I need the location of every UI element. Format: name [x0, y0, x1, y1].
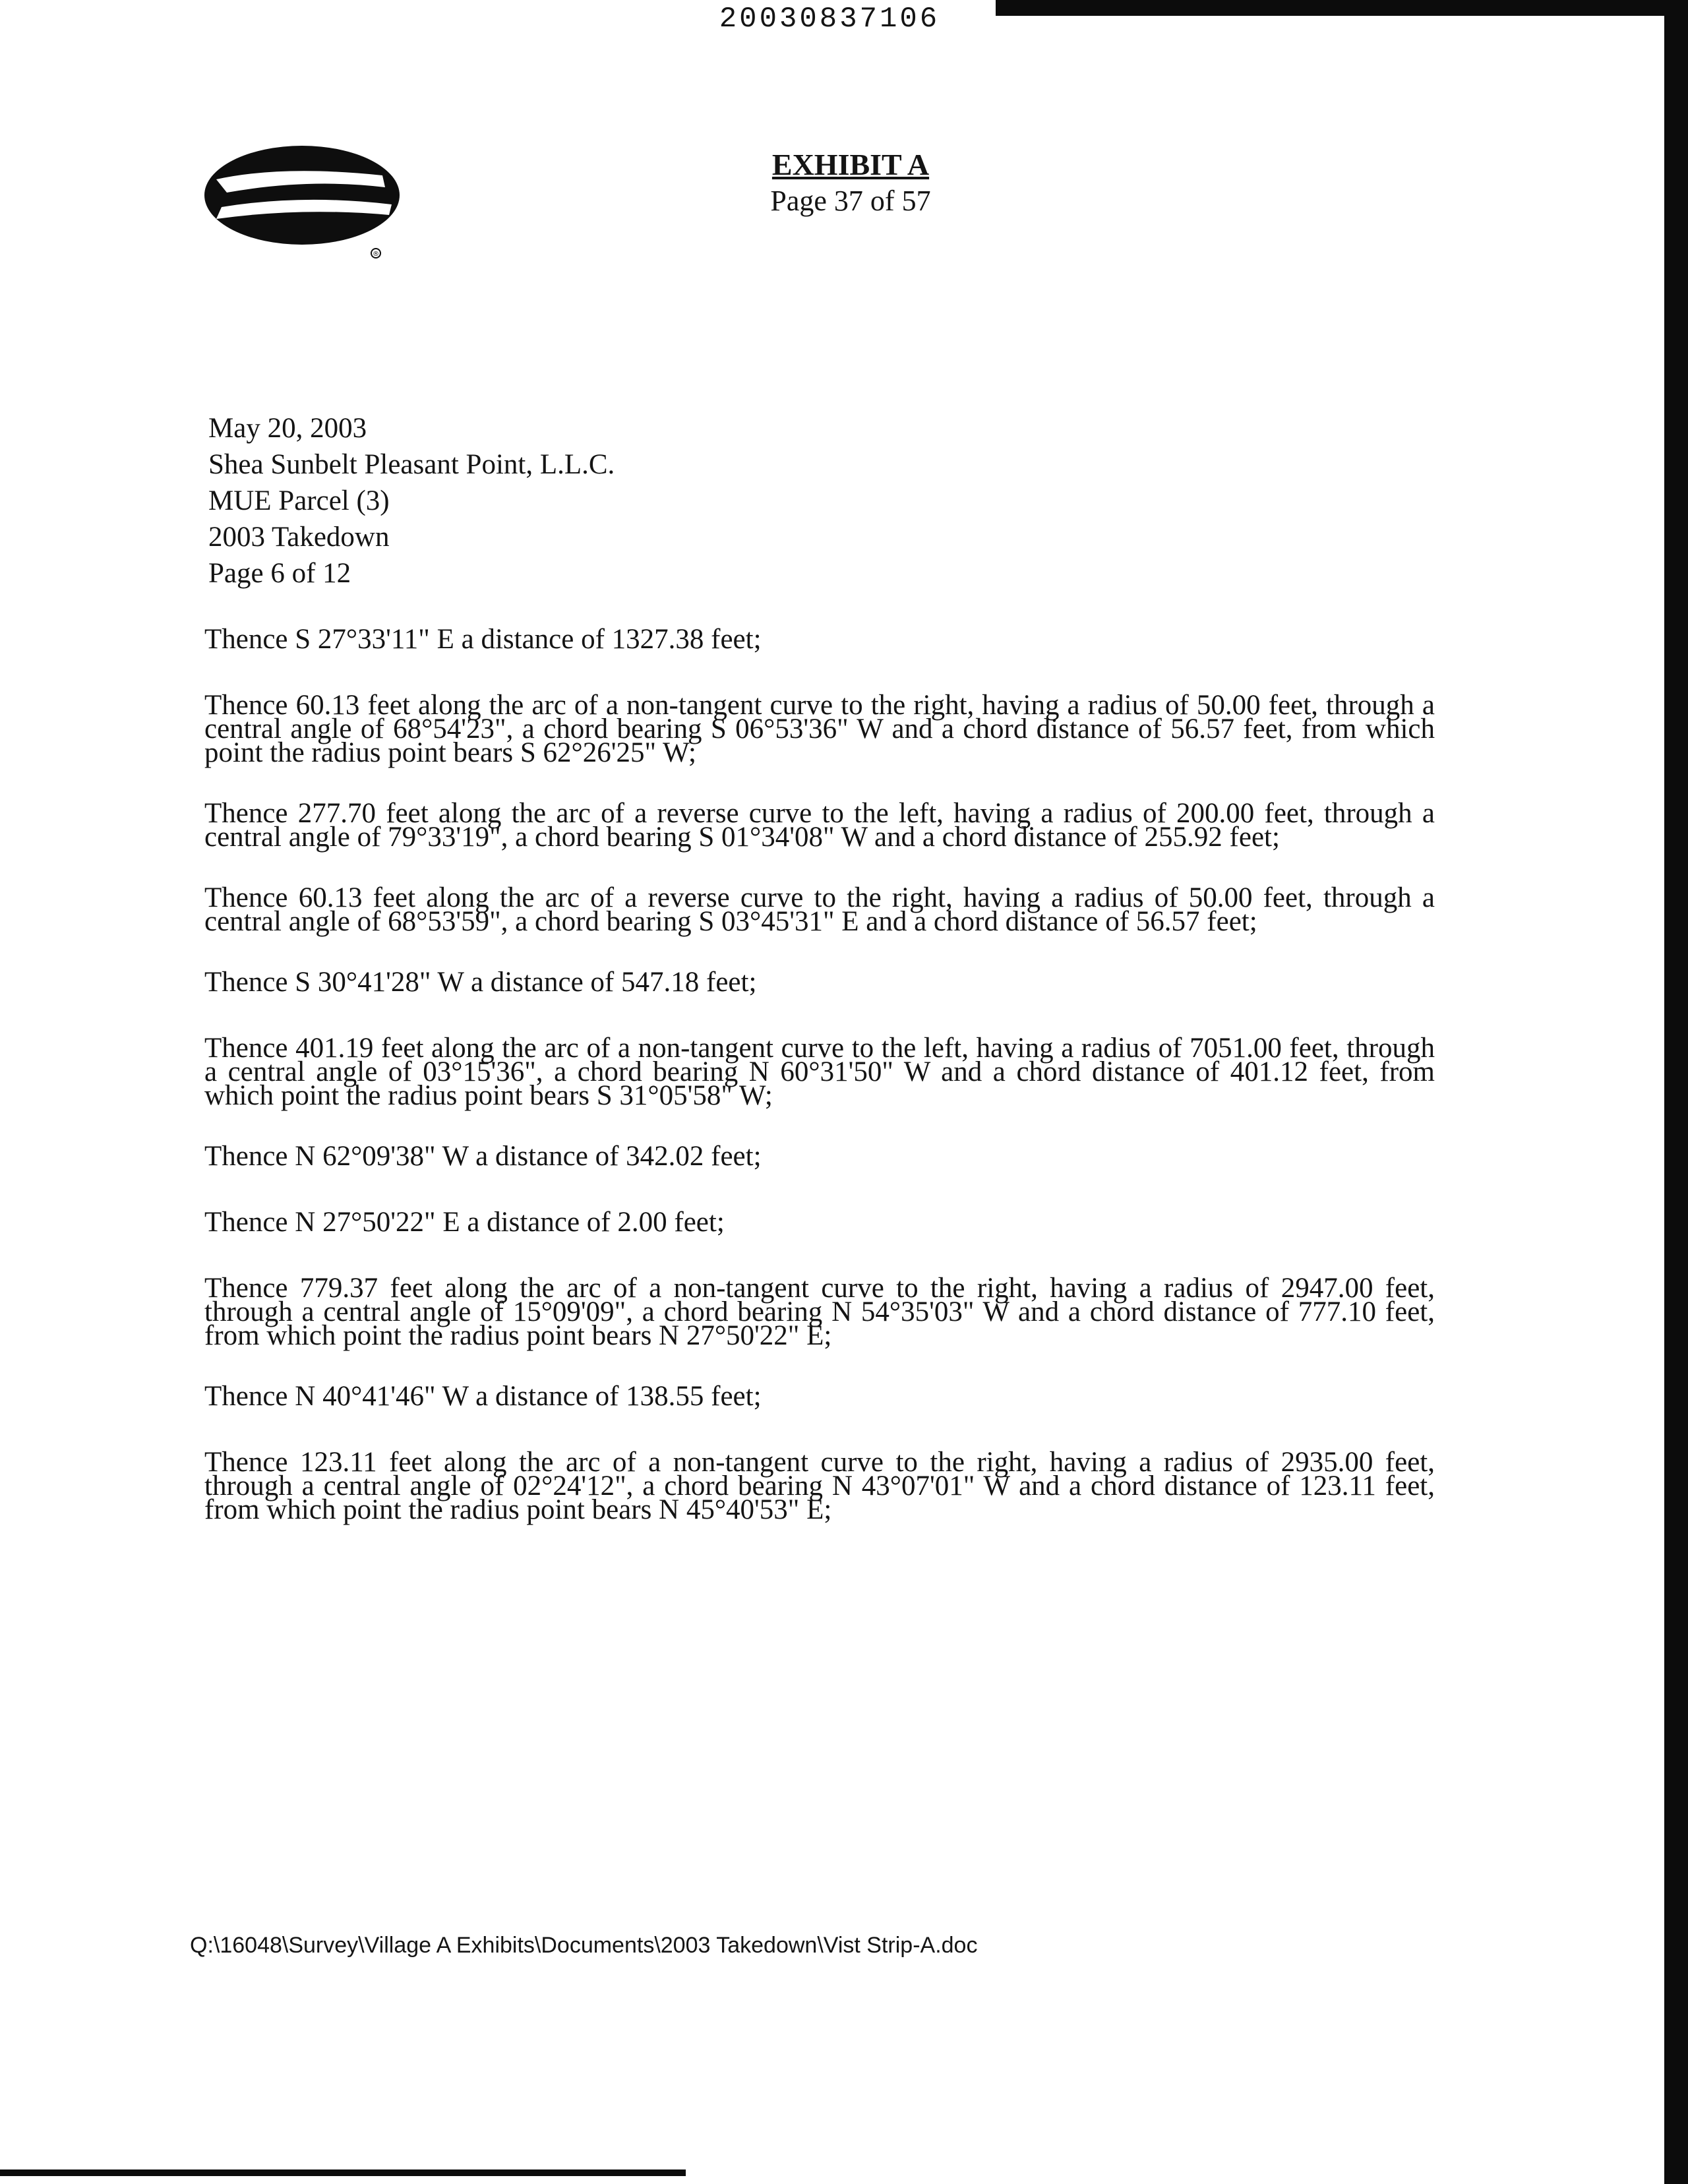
course-paragraph-6: Thence 401.19 feet along the arc of a non-tangent curve to the left, having a radius of 7051.00 feet, through a central angle of 03°15'36", a chord bearing N 60°31'50" W and a chord distance of 401.12 feet, from which point the radius point bears S 31°05'58" W; — [204, 1033, 1435, 1111]
course-paragraph-8: Thence N 27°50'22" E a distance of 2.00 feet; — [204, 1207, 725, 1238]
header-parcel: MUE Parcel (3) — [208, 485, 390, 516]
course-paragraph-7: Thence N 62°09'38" W a distance of 342.02 feet; — [204, 1141, 762, 1172]
exhibit-page-number: Page 37 of 57 — [770, 185, 931, 217]
legal-description — [204, 624, 1435, 1525]
exhibit-heading — [686, 146, 1015, 219]
scan-border-bottom — [0, 2169, 686, 2176]
header-page: Page 6 of 12 — [208, 558, 351, 589]
document-number: 20030837106 — [719, 3, 940, 36]
course-paragraph-1: Thence S 27°33'11" E a distance of 1327.38 feet; — [204, 624, 762, 655]
registered-mark: ® — [373, 251, 379, 258]
scan-border-top — [996, 0, 1688, 16]
header-date: May 20, 2003 — [208, 413, 367, 444]
course-paragraph-4: Thence 60.13 feet along the arc of a reverse curve to the right, having a radius of 50.00 feet, through a central angle of 68°53'59", a chord bearing S 03°45'31" E and a chord distance of 56.57 feet; — [204, 882, 1435, 937]
header-takedown: 2003 Takedown — [208, 522, 390, 553]
header-company: Shea Sunbelt Pleasant Point, L.L.C. — [208, 449, 615, 480]
course-paragraph-10: Thence N 40°41'46" W a distance of 138.55 feet; — [204, 1381, 762, 1412]
course-paragraph-9: Thence 779.37 feet along the arc of a non-tangent curve to the right, having a radius of 2947.00 feet, through a central angle of 15°09'09", a chord bearing N 54°35'03" W and a chord distance of 777.10 feet, from which point the radius point bears N 27°50'22" E; — [204, 1273, 1435, 1351]
course-paragraph-3: Thence 277.70 feet along the arc of a reverse curve to the left, having a radius of 200.00 feet, through a central angle of 79°33'19", a chord bearing S 01°34'08" W and a chord distance of 255.92 feet; — [204, 798, 1435, 853]
file-path-footer: Q:\16048\Survey\Village A Exhibits\Documents\2003 Takedown\Vist Strip-A.doc — [190, 1933, 978, 1958]
company-logo — [203, 141, 421, 266]
exhibit-title: EXHIBIT A — [771, 148, 930, 181]
course-paragraph-11: Thence 123.11 feet along the arc of a non-tangent curve to the right, having a radius of 2935.00 feet, through a central angle of 02°24'12", a chord bearing N 43°07'01" W and a chord distance of 123.11 feet, from which point the radius point bears N 45°40'53" E; — [204, 1447, 1435, 1525]
course-paragraph-5: Thence S 30°41'28" W a distance of 547.18 feet; — [204, 967, 757, 998]
course-paragraph-2: Thence 60.13 feet along the arc of a non-tangent curve to the right, having a radius of 50.00 feet, through a central angle of 68°54'23", a chord bearing S 06°53'36" W and a chord distance of 56.57 feet, from which point the radius point bears S 62°26'25" W; — [204, 690, 1435, 768]
letter-header — [208, 410, 1131, 592]
scan-border-right — [1664, 0, 1688, 2184]
